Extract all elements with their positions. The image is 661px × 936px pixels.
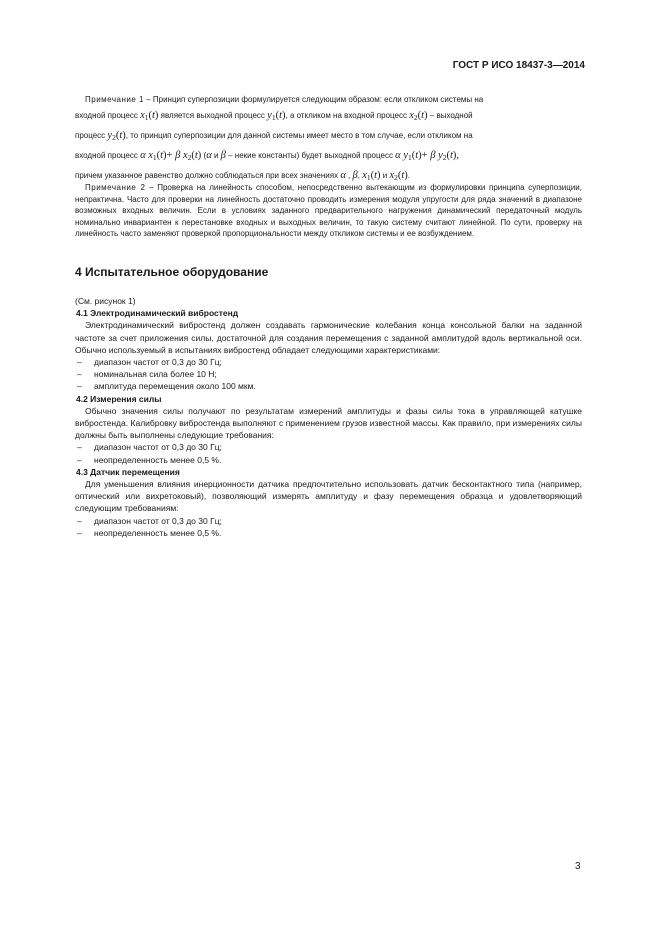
subsection-4-2-title: 4.2 Измерения силы	[76, 393, 162, 404]
formula-alpha-y1-plus-beta-y2: α $y_1(t)+ \beta$ $y_2(t)$,	[395, 150, 460, 162]
subsection-4-1-title: 4.1 Электродинамический вибростенд	[76, 308, 239, 319]
formula-y1t: $y_1(t)$	[267, 110, 286, 122]
note-1-line-1	[75, 93, 582, 107]
list-item: – неопределенность менее 0,5 %.	[75, 527, 582, 539]
list-item: – номинальная сила более 10 Н;	[75, 368, 582, 380]
note-2-text: – Проверка на линейность способом, непосредственно вытекающим из формулировки принципа суперпозиции, непрактична. Часто для проверки на линейность достаточно проводить измерения модуля упругости для ряда значений в диапазоне возможных входных величин. Если в условиях заданного предварительного нагружения динамический передаточный модуль номинально инвариантен к перестановке входных и выходных величин, то такую систему считают линейной. По сути, проверку на линейность часто заменяют проверкой пропорциональности между откликом системы и ее возбуждением.	[75, 183, 582, 239]
note-1-line-2	[75, 107, 582, 125]
note-2-paragraph	[75, 182, 582, 240]
note-1-line-3	[75, 127, 582, 145]
formula-x2t: $x_2(t)$	[409, 110, 428, 122]
formula-y2t: $y_2(t)$	[107, 130, 126, 142]
note-text: входной процесс	[75, 151, 141, 160]
note-text: – выходной	[429, 111, 473, 120]
subsection-4-1-text: Электродинамический вибростенд должен создавать гармонические колебания конца консольной балки на заданной частоте за счет приложения силы, достаточной для создания перемещения с заданной амплитудой вдоль вертикальной оси. Обычно используемый в испытаниях вибростенд обладает следующими характеристиками:	[75, 320, 582, 355]
page-number: 3	[575, 861, 581, 872]
subsection-4-3-text: Для уменьшения влияния инерционности датчика предпочтительно использовать датчик бесконтактного типа (например, оптический или вихретоковый), позволяющий измерять амплитуду и фазу перемещения образца и удовлетворяющий следующим требованиям:	[75, 479, 582, 514]
formula-alpha: α	[206, 150, 212, 161]
note-text: ,	[357, 171, 363, 180]
note-text: ,	[345, 171, 353, 180]
see-figure-ref: (См. рисунок 1)	[75, 296, 136, 306]
formula-beta: β	[220, 150, 226, 161]
section-4-body	[75, 295, 582, 539]
list-item: – диапазон частот от 0,3 до 30 Гц;	[75, 356, 582, 368]
formula-x2t: $x_2(t)$	[389, 170, 408, 182]
section-4-title: 4 Испытательное оборудование	[75, 265, 269, 279]
note-text: и	[380, 171, 390, 180]
list-item: – неопределенность менее 0,5 %.	[75, 454, 582, 466]
note-text: .	[407, 171, 411, 180]
note-text: (	[203, 151, 207, 160]
note-text: входной процесс	[75, 111, 141, 120]
formula-x1t: $x_1(t)$	[140, 110, 159, 122]
note-text: процесс	[75, 131, 108, 140]
note-1-line-4	[75, 147, 582, 165]
note-text: , а откликом на входной процесс	[285, 111, 410, 120]
note-text: является выходной процесс	[160, 111, 268, 120]
list-item: – диапазон частот от 0,3 до 30 Гц;	[75, 515, 582, 527]
formula-beta: β	[352, 170, 358, 181]
formula-x1t: $x_1(t)$	[362, 170, 381, 182]
note-1	[75, 93, 582, 185]
note-text: причем указанное равенство должно соблюдаться при всех значениях	[75, 171, 341, 180]
note-text: , то принцип суперпозиции для данной системы имеет место в том случае, если откликом на	[125, 131, 473, 140]
subsection-4-2-text: Обычно значения силы получают по результатам измерений амплитуды и фазы силы тока в управляющей катушке вибростенда. Калибровку вибростенда выполняют с применением грузов известной массы. Как правило, при измерениях силы должны быть выполнены следующие требования:	[75, 405, 582, 441]
note-text: и	[211, 151, 221, 160]
list-item: – диапазон частот от 0,3 до 30 Гц;	[75, 441, 582, 453]
note-2	[75, 182, 582, 240]
note-text: – некие константы) будет выходной процесс	[225, 151, 396, 160]
note-1-label: Примечание 1	[85, 95, 144, 104]
formula-alpha: α	[340, 170, 346, 181]
subsection-4-3-title: 4.3 Датчик перемещения	[76, 466, 180, 477]
document-code-header: ГОСТ Р ИСО 18437-3—2014	[452, 60, 585, 71]
formula-alpha-x1-plus-beta-x2: α $x_1(t)+ \beta$ $x_2(t)$	[140, 150, 202, 162]
note-2-label: Примечание 2	[85, 183, 146, 192]
list-item: – амплитуда перемещения около 100 мкм.	[75, 380, 582, 392]
note-1-text: – Принцип суперпозиции формулируется следующим образом: если откликом системы на	[143, 95, 484, 104]
